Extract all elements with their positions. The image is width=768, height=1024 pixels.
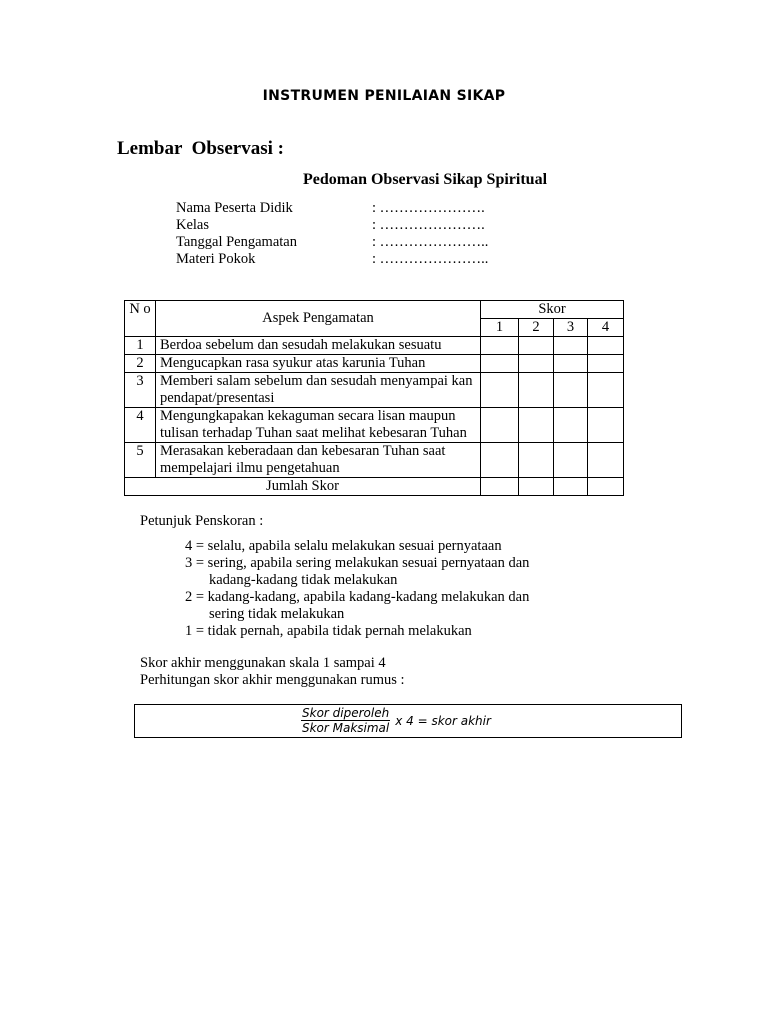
total-score-cell[interactable] xyxy=(588,478,624,496)
table-row xyxy=(125,337,624,355)
score-cell[interactable] xyxy=(554,443,588,478)
total-label: Jumlah Skor xyxy=(125,478,481,496)
field-label: Kelas xyxy=(176,217,210,233)
final-score-line: Perhitungan skor akhir menggunakan rumus : xyxy=(140,672,405,688)
guide-item-continuation: sering tidak melakukan xyxy=(209,606,345,622)
guide-heading: Petunjuk Penskoran : xyxy=(140,513,264,529)
guide-item: 1 = tidak pernah, apabila tidak pernah melakukan xyxy=(185,623,472,639)
no-header: N o xyxy=(125,301,156,337)
row-aspect: Memberi salam sebelum dan sesudah menyampai kan pendapat/presentasi xyxy=(156,373,481,408)
table-row xyxy=(125,443,624,478)
score-cell[interactable] xyxy=(554,355,588,373)
total-score-cell[interactable] xyxy=(481,478,519,496)
score-cell[interactable] xyxy=(588,355,624,373)
identity-row xyxy=(176,234,488,251)
table-row xyxy=(125,408,624,443)
score-cell[interactable] xyxy=(588,337,624,355)
formula-numerator: Skor diperoleh xyxy=(302,706,390,720)
field-value: : …………………. xyxy=(372,217,485,233)
row-aspect: Mengucapkan rasa syukur atas karunia Tuhan xyxy=(156,355,481,373)
formula-fraction xyxy=(301,706,390,735)
guide-item: 4 = selalu, apabila selalu melakukan sesuai pernyataan xyxy=(185,538,502,554)
guide-item: 3 = sering, apabila sering melakukan sesuai pernyataan dan xyxy=(185,555,530,571)
score-cell[interactable] xyxy=(519,373,554,408)
score-col-header: 4 xyxy=(588,319,624,337)
row-aspect: Berdoa sebelum dan sesudah melakukan sesuatu xyxy=(156,337,481,355)
field-label: Materi Pokok xyxy=(176,251,256,267)
score-cell[interactable] xyxy=(481,373,519,408)
formula-box xyxy=(134,704,682,738)
score-cell[interactable] xyxy=(554,408,588,443)
aspect-header: Aspek Pengamatan xyxy=(156,301,481,337)
final-score-line: Skor akhir menggunakan skala 1 sampai 4 xyxy=(140,655,386,671)
field-value: : ………………….. xyxy=(372,234,489,250)
score-header: Skor xyxy=(481,301,624,319)
field-value: : …………………. xyxy=(372,200,485,216)
row-number: 4 xyxy=(125,408,156,443)
table-row xyxy=(125,355,624,373)
total-score-cell[interactable] xyxy=(554,478,588,496)
score-cell[interactable] xyxy=(519,355,554,373)
score-cell[interactable] xyxy=(519,337,554,355)
field-label: Tanggal Pengamatan xyxy=(176,234,297,250)
row-number: 2 xyxy=(125,355,156,373)
identity-fields xyxy=(176,200,488,268)
score-cell[interactable] xyxy=(554,337,588,355)
observation-table xyxy=(124,300,624,496)
formula xyxy=(301,706,491,735)
identity-row xyxy=(176,217,488,234)
row-aspect: Merasakan keberadaan dan kebesaran Tuhan saat mempelajari ilmu pengetahuan xyxy=(156,443,481,478)
formula-rhs: x 4 = skor akhir xyxy=(395,713,491,728)
identity-row xyxy=(176,251,488,268)
score-cell[interactable] xyxy=(519,443,554,478)
row-number: 1 xyxy=(125,337,156,355)
score-cell[interactable] xyxy=(588,373,624,408)
score-cell[interactable] xyxy=(519,408,554,443)
row-aspect: Mengungkapakan kekaguman secara lisan maupun tulisan terhadap Tuhan saat melihat kebesaran Tuhan xyxy=(156,408,481,443)
score-col-header: 1 xyxy=(481,319,519,337)
formula-denominator: Skor Maksimal xyxy=(301,721,390,735)
table-header-row xyxy=(125,301,624,319)
section-label: Lembar Observasi : xyxy=(117,138,284,159)
final-score-text xyxy=(140,655,405,689)
guide-list xyxy=(185,538,529,640)
score-cell[interactable] xyxy=(554,373,588,408)
score-cell[interactable] xyxy=(481,408,519,443)
field-label: Nama Peserta Didik xyxy=(176,200,293,216)
score-cell[interactable] xyxy=(588,443,624,478)
score-cell[interactable] xyxy=(481,355,519,373)
score-cell[interactable] xyxy=(481,337,519,355)
score-cell[interactable] xyxy=(481,443,519,478)
total-score-cell[interactable] xyxy=(519,478,554,496)
row-number: 5 xyxy=(125,443,156,478)
score-cell[interactable] xyxy=(588,408,624,443)
document-title: INSTRUMEN PENILAIAN SIKAP xyxy=(262,88,506,104)
identity-row xyxy=(176,200,488,217)
guide-item-continuation: kadang-kadang tidak melakukan xyxy=(209,572,398,588)
row-number: 3 xyxy=(125,373,156,408)
total-row xyxy=(125,478,624,496)
score-col-header: 2 xyxy=(519,319,554,337)
field-value: : ………………….. xyxy=(372,251,489,267)
guide-item: 2 = kadang-kadang, apabila kadang-kadang melakukan dan xyxy=(185,589,530,605)
score-col-header: 3 xyxy=(554,319,588,337)
table-row xyxy=(125,373,624,408)
subtitle: Pedoman Observasi Sikap Spiritual xyxy=(302,171,548,188)
